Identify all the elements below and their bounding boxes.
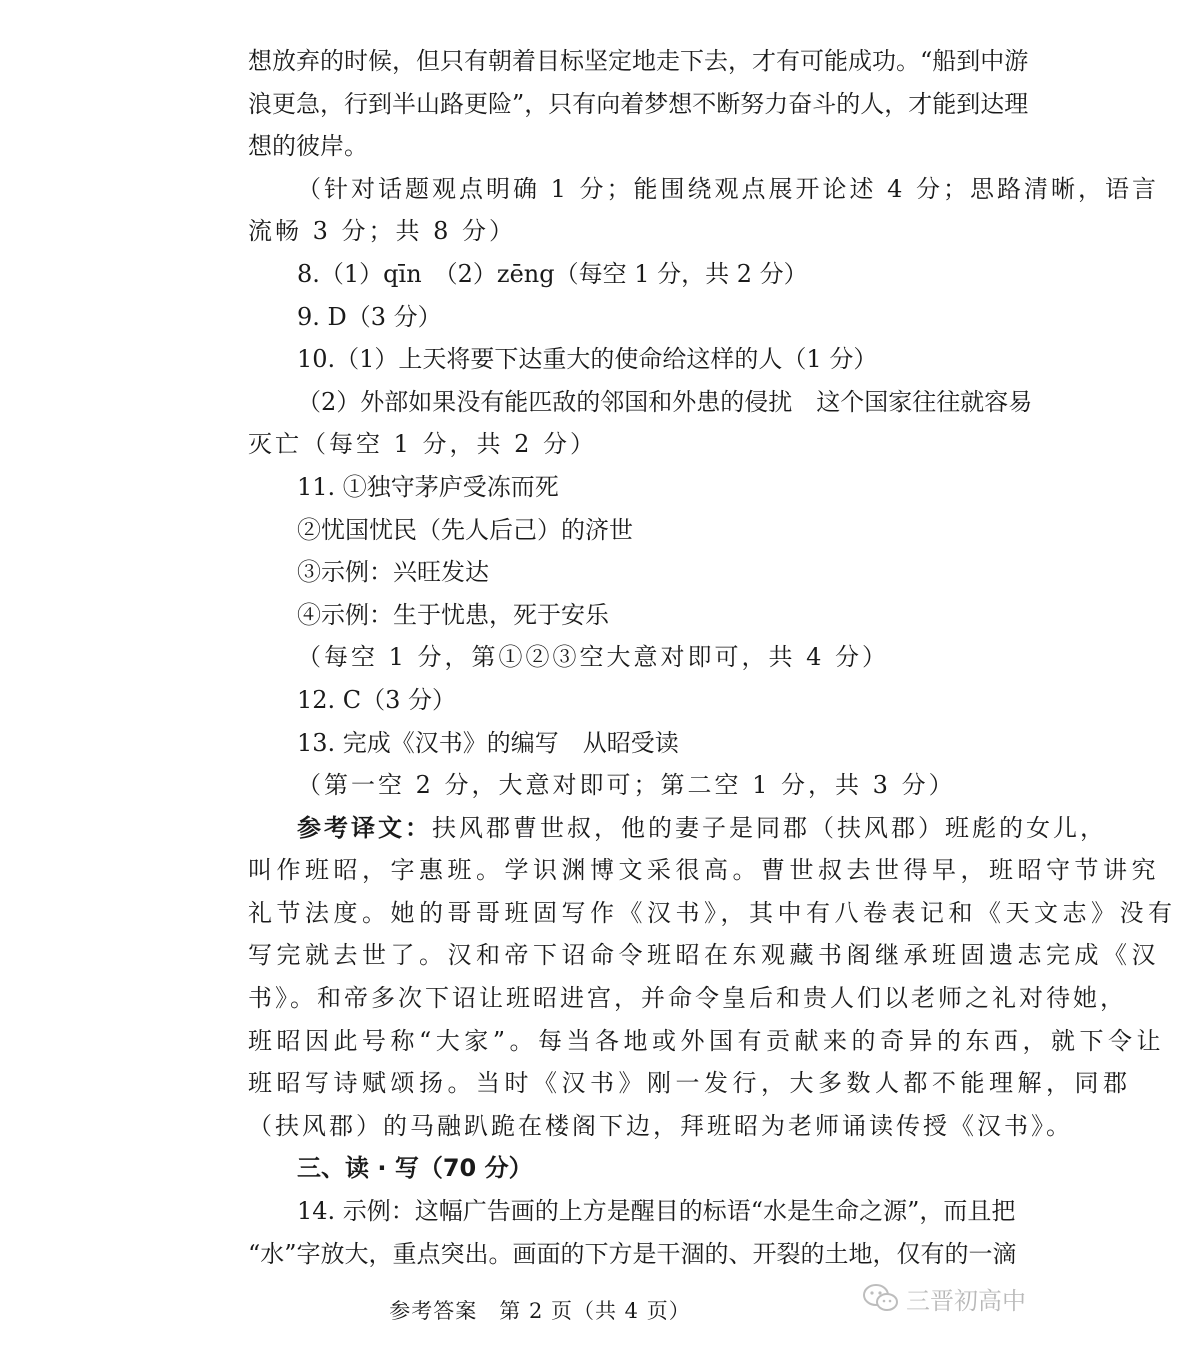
translation-first-line — [248, 807, 1107, 850]
translation-line: 班昭因此号称“大家”。每当各地或外国有贡献来的奇异的东西，就下令让 — [248, 1026, 1166, 1055]
answer-q13-scoring: （第一空 2 分，大意对即可；第二空 1 分，共 3 分） — [297, 771, 956, 800]
translation-line: （扶风郡）的马融趴跪在楼阁下边，拜班昭为老师诵读传授《汉书》。 — [248, 1111, 1073, 1140]
answer-q11: 11. ①独守茅庐受冻而死 — [297, 472, 559, 501]
watermark-text: 三晋初高中 — [906, 1286, 1026, 1315]
essay-text-line: 浪更急，行到半山路更险”，只有向着梦想不断努力奋斗的人，才能到达理 — [248, 89, 1029, 118]
answer-q11: ②忧国忧民（先人后己）的济世 — [297, 515, 633, 544]
page-content — [248, 40, 1177, 1275]
answer-q11-scoring: （每空 1 分，第①②③空大意对即可，共 4 分） — [297, 643, 890, 672]
translation-label: 参考译文： — [297, 813, 432, 842]
essay-scoring-note: （针对话题观点明确 1 分；能围绕观点展开论述 4 分；思路清晰，语言 — [297, 174, 1160, 203]
essay-text-line: 想的彼岸。 — [248, 132, 368, 161]
translation-text: 扶风郡曹世叔，他的妻子是同郡（扶风郡）班彪的女儿， — [432, 813, 1107, 842]
answer-q10-2: （2）外部如果没有能匹敌的邻国和外患的侵扰 这个国家往往就容易 — [297, 387, 1033, 416]
answer-q14: 14. 示例：这幅广告画的上方是醒目的标语“水是生命之源”，而且把 — [297, 1197, 1016, 1226]
translation-line: 叫作班昭，字惠班。学识渊博文采很高。曹世叔去世得早，班昭守节讲究 — [248, 856, 1160, 885]
answer-q11: ③示例：兴旺发达 — [297, 558, 489, 587]
translation-line: 书》。和帝多次下诏让班昭进宫，并命令皇后和贵人们以老师之礼对待她， — [248, 984, 1127, 1013]
answer-q14: “水”字放大，重点突出。画面的下方是干涸的、开裂的土地，仅有的一滴 — [248, 1239, 1017, 1268]
answer-q10-2: 灭亡（每空 1 分，共 2 分） — [248, 430, 598, 459]
translation-line: 写完就去世了。汉和帝下诏命令班昭在东观藏书阁继承班固遗志完成《汉 — [248, 941, 1160, 970]
answer-q10-1: 10.（1）上天将要下达重大的使命给这样的人（1 分） — [297, 345, 878, 374]
translation-line: 礼节法度。她的哥哥班固写作《汉书》，其中有八卷表记和《天文志》没有 — [248, 898, 1177, 927]
essay-scoring-note: 流畅 3 分；共 8 分） — [248, 217, 517, 246]
answer-q12: 12. C（3 分） — [297, 685, 457, 714]
answer-q8: 8.（1）qīn （2）zēng（每空 1 分，共 2 分） — [297, 259, 808, 288]
translation-line: 班昭写诗赋颂扬。当时《汉书》刚一发行，大多数人都不能理解，同郡 — [248, 1069, 1132, 1098]
watermark — [862, 1280, 1026, 1316]
answer-q13: 13. 完成《汉书》的编写 从昭受读 — [297, 728, 679, 757]
essay-text-line: 想放弃的时候，但只有朝着目标坚定地走下去，才有可能成功。“船到中游 — [248, 47, 1029, 75]
answer-q11: ④示例：生于忧患，死于安乐 — [297, 600, 609, 629]
section-heading: 三、读 · 写（70 分） — [297, 1154, 533, 1183]
answer-q9: 9. D（3 分） — [297, 302, 442, 331]
wechat-icon — [862, 1283, 900, 1313]
page-footer: 参考答案 第 2 页（共 4 页） — [389, 1299, 691, 1323]
